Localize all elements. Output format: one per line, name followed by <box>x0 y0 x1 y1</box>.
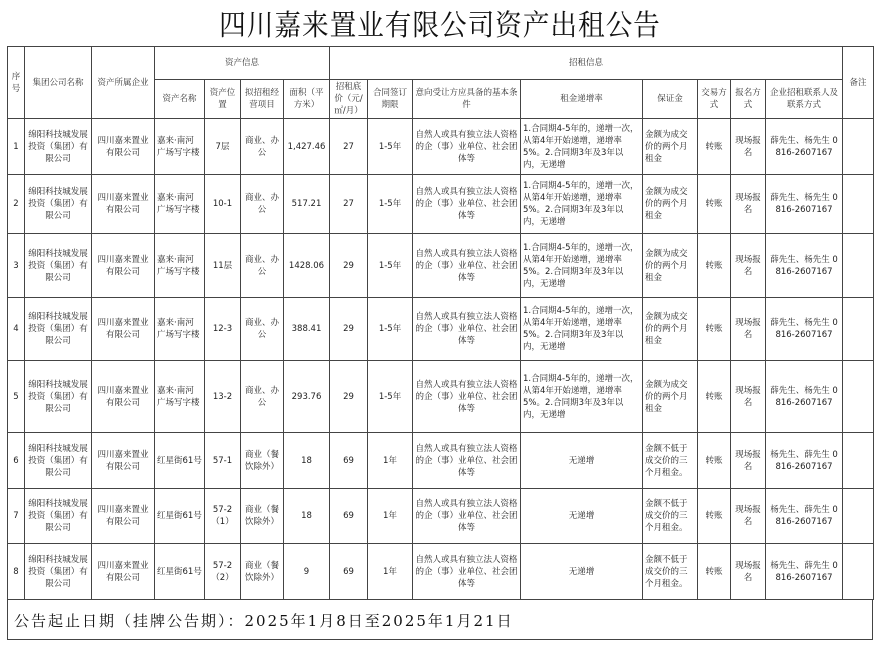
cell-asset-name: 嘉来·南河广场写字楼 <box>155 298 205 361</box>
header-rent-increase: 租金递增率 <box>521 80 643 119</box>
cell-asset-name: 嘉来·南河广场写字楼 <box>155 119 205 175</box>
cell-contract-term: 1-5年 <box>368 119 413 175</box>
header-conditions: 意向受让方应具备的基本条件 <box>413 80 521 119</box>
cell-asset-location: 57-2（2） <box>205 544 241 600</box>
cell-conditions: 自然人或具有独立法人资格的企（事）业单位、社会团体等 <box>413 234 521 298</box>
cell-remarks <box>843 544 874 600</box>
cell-base-price: 27 <box>330 175 368 234</box>
cell-transaction-method: 转账 <box>698 489 731 544</box>
cell-transaction-method: 转账 <box>698 361 731 433</box>
cell-conditions: 自然人或具有独立法人资格的企（事）业单位、社会团体等 <box>413 433 521 489</box>
cell-owner-company: 四川嘉来置业有限公司 <box>92 544 155 600</box>
cell-rent-increase: 无递增 <box>521 489 643 544</box>
cell-owner-company: 四川嘉来置业有限公司 <box>92 489 155 544</box>
cell-asset-name: 红星街61号 <box>155 489 205 544</box>
cell-rent-increase: 无递增 <box>521 544 643 600</box>
cell-group-company: 绵阳科技城发展投资（集团）有限公司 <box>25 489 92 544</box>
cell-area: 517.21 <box>284 175 330 234</box>
cell-seq: 6 <box>8 433 25 489</box>
cell-deposit: 金额为成交价的两个月租金 <box>643 234 698 298</box>
cell-business-items: 商业、办公 <box>241 234 284 298</box>
cell-deposit: 金额不低于成交价的三个月租金。 <box>643 433 698 489</box>
table-row <box>8 489 874 544</box>
cell-contact: 杨先生、薛先生 0816-2607167 <box>766 489 843 544</box>
header-contact: 企业招租联系人及联系方式 <box>766 80 843 119</box>
cell-remarks <box>843 433 874 489</box>
cell-business-items: 商业、办公 <box>241 119 284 175</box>
cell-owner-company: 四川嘉来置业有限公司 <box>92 234 155 298</box>
cell-business-items: 商业、办公 <box>241 361 284 433</box>
cell-registration-method: 现场报名 <box>731 175 766 234</box>
cell-asset-location: 57-1 <box>205 433 241 489</box>
cell-base-price: 27 <box>330 119 368 175</box>
cell-registration-method: 现场报名 <box>731 119 766 175</box>
cell-area: 1428.06 <box>284 234 330 298</box>
cell-remarks <box>843 175 874 234</box>
cell-owner-company: 四川嘉来置业有限公司 <box>92 175 155 234</box>
cell-base-price: 69 <box>330 489 368 544</box>
cell-group-company: 绵阳科技城发展投资（集团）有限公司 <box>25 433 92 489</box>
cell-group-company: 绵阳科技城发展投资（集团）有限公司 <box>25 175 92 234</box>
cell-seq: 3 <box>8 234 25 298</box>
cell-contact: 薛先生、杨先生 0816-2607167 <box>766 361 843 433</box>
cell-contact: 杨先生、薛先生 0816-2607167 <box>766 433 843 489</box>
table-row <box>8 361 874 433</box>
cell-transaction-method: 转账 <box>698 119 731 175</box>
cell-contact: 薛先生、杨先生 0816-2607167 <box>766 119 843 175</box>
cell-deposit: 金额不低于成交价的三个月租金。 <box>643 544 698 600</box>
cell-business-items: 商业、办公 <box>241 175 284 234</box>
table-row <box>8 433 874 489</box>
header-asset-info: 资产信息 <box>155 47 330 80</box>
cell-conditions: 自然人或具有独立法人资格的企（事）业单位、社会团体等 <box>413 298 521 361</box>
cell-business-items: 商业（餐饮除外） <box>241 544 284 600</box>
cell-deposit: 金额为成交价的两个月租金 <box>643 175 698 234</box>
cell-contact: 薛先生、杨先生 0816-2607167 <box>766 175 843 234</box>
cell-contract-term: 1-5年 <box>368 234 413 298</box>
cell-base-price: 29 <box>330 234 368 298</box>
cell-asset-name: 嘉来·南河广场写字楼 <box>155 175 205 234</box>
cell-deposit: 金额为成交价的两个月租金 <box>643 119 698 175</box>
cell-rent-increase: 1.合同期4-5年的，递增一次，从第4年开始递增，递增率5%。2.合同期3年及3年以内，无递增 <box>521 175 643 234</box>
cell-area: 1,427.46 <box>284 119 330 175</box>
table-row <box>8 119 874 175</box>
cell-owner-company: 四川嘉来置业有限公司 <box>92 119 155 175</box>
cell-deposit: 金额为成交价的两个月租金 <box>643 298 698 361</box>
cell-group-company: 绵阳科技城发展投资（集团）有限公司 <box>25 544 92 600</box>
cell-seq: 2 <box>8 175 25 234</box>
header-area: 面积（平方米） <box>284 80 330 119</box>
page-title: 四川嘉来置业有限公司资产出租公告 <box>219 8 661 42</box>
cell-rent-increase: 1.合同期4-5年的，递增一次，从第4年开始递增，递增率5%。2.合同期3年及3年以内，无递增 <box>521 361 643 433</box>
cell-owner-company: 四川嘉来置业有限公司 <box>92 298 155 361</box>
cell-remarks <box>843 489 874 544</box>
table-row <box>8 544 874 600</box>
lease-table <box>7 46 874 600</box>
cell-asset-name: 嘉来·南河广场写字楼 <box>155 234 205 298</box>
cell-contract-term: 1-5年 <box>368 298 413 361</box>
cell-seq: 4 <box>8 298 25 361</box>
cell-contract-term: 1-5年 <box>368 175 413 234</box>
cell-owner-company: 四川嘉来置业有限公司 <box>92 361 155 433</box>
cell-remarks <box>843 234 874 298</box>
cell-registration-method: 现场报名 <box>731 544 766 600</box>
cell-asset-location: 10-1 <box>205 175 241 234</box>
header-seq: 序号 <box>8 47 25 119</box>
cell-deposit: 金额为成交价的两个月租金 <box>643 361 698 433</box>
cell-contract-term: 1-5年 <box>368 361 413 433</box>
cell-base-price: 29 <box>330 361 368 433</box>
cell-group-company: 绵阳科技城发展投资（集团）有限公司 <box>25 361 92 433</box>
cell-contact: 薛先生、杨先生 0816-2607167 <box>766 234 843 298</box>
cell-group-company: 绵阳科技城发展投资（集团）有限公司 <box>25 234 92 298</box>
header-asset-location: 资产位置 <box>205 80 241 119</box>
cell-seq: 5 <box>8 361 25 433</box>
cell-conditions: 自然人或具有独立法人资格的企（事）业单位、社会团体等 <box>413 544 521 600</box>
cell-rent-increase: 1.合同期4-5年的，递增一次，从第4年开始递增，递增率5%。2.合同期3年及3年以内，无递增 <box>521 298 643 361</box>
cell-area: 293.76 <box>284 361 330 433</box>
cell-asset-location: 12-3 <box>205 298 241 361</box>
header-transaction-method: 交易方式 <box>698 80 731 119</box>
cell-seq: 7 <box>8 489 25 544</box>
cell-rent-increase: 1.合同期4-5年的，递增一次，从第4年开始递增，递增率5%。2.合同期3年及3年以内，无递增 <box>521 234 643 298</box>
announcement-period <box>7 599 873 640</box>
cell-area: 9 <box>284 544 330 600</box>
cell-group-company: 绵阳科技城发展投资（集团）有限公司 <box>25 298 92 361</box>
cell-base-price: 69 <box>330 433 368 489</box>
cell-registration-method: 现场报名 <box>731 234 766 298</box>
cell-transaction-method: 转账 <box>698 433 731 489</box>
cell-contract-term: 1年 <box>368 544 413 600</box>
header-owner-company: 资产所属企业 <box>92 47 155 119</box>
cell-remarks <box>843 298 874 361</box>
cell-group-company: 绵阳科技城发展投资（集团）有限公司 <box>25 119 92 175</box>
cell-rent-increase: 1.合同期4-5年的，递增一次，从第4年开始递增，递增率5%。2.合同期3年及3年以内，无递增 <box>521 119 643 175</box>
cell-business-items: 商业（餐饮除外） <box>241 489 284 544</box>
table-row <box>8 175 874 234</box>
cell-transaction-method: 转账 <box>698 234 731 298</box>
cell-area: 388.41 <box>284 298 330 361</box>
cell-transaction-method: 转账 <box>698 298 731 361</box>
cell-conditions: 自然人或具有独立法人资格的企（事）业单位、社会团体等 <box>413 361 521 433</box>
header-lease-info: 招租信息 <box>330 47 843 80</box>
cell-asset-location: 7层 <box>205 119 241 175</box>
cell-contract-term: 1年 <box>368 489 413 544</box>
cell-remarks <box>843 361 874 433</box>
cell-registration-method: 现场报名 <box>731 361 766 433</box>
cell-transaction-method: 转账 <box>698 175 731 234</box>
header-registration-method: 报名方式 <box>731 80 766 119</box>
cell-business-items: 商业（餐饮除外） <box>241 433 284 489</box>
cell-base-price: 29 <box>330 298 368 361</box>
cell-seq: 1 <box>8 119 25 175</box>
cell-seq: 8 <box>8 544 25 600</box>
table-row <box>8 234 874 298</box>
cell-asset-name: 红星街61号 <box>155 544 205 600</box>
cell-registration-method: 现场报名 <box>731 433 766 489</box>
cell-asset-name: 红星街61号 <box>155 433 205 489</box>
cell-contact: 薛先生、杨先生 0816-2607167 <box>766 298 843 361</box>
cell-owner-company: 四川嘉来置业有限公司 <box>92 433 155 489</box>
cell-area: 18 <box>284 433 330 489</box>
cell-base-price: 69 <box>330 544 368 600</box>
cell-rent-increase: 无递增 <box>521 433 643 489</box>
cell-transaction-method: 转账 <box>698 544 731 600</box>
cell-conditions: 自然人或具有独立法人资格的企（事）业单位、社会团体等 <box>413 119 521 175</box>
announcement-period-text: 公告起止日期（挂牌公告期）：2025年1月8日至2025年1月21日 <box>14 612 514 630</box>
header-business-items: 拟招租经营项目 <box>241 80 284 119</box>
cell-remarks <box>843 119 874 175</box>
cell-contract-term: 1年 <box>368 433 413 489</box>
cell-registration-method: 现场报名 <box>731 489 766 544</box>
header-contract-term: 合同签订期限 <box>368 80 413 119</box>
cell-registration-method: 现场报名 <box>731 298 766 361</box>
table-row <box>8 298 874 361</box>
cell-asset-location: 13-2 <box>205 361 241 433</box>
cell-asset-name: 嘉来·南河广场写字楼 <box>155 361 205 433</box>
header-base-price: 招租底价（元/㎡/月） <box>330 80 368 119</box>
cell-contact: 杨先生、薛先生 0816-2607167 <box>766 544 843 600</box>
cell-asset-location: 11层 <box>205 234 241 298</box>
cell-conditions: 自然人或具有独立法人资格的企（事）业单位、社会团体等 <box>413 489 521 544</box>
cell-deposit: 金额不低于成交价的三个月租金。 <box>643 489 698 544</box>
cell-asset-location: 57-2（1） <box>205 489 241 544</box>
header-group-company: 集团公司名称 <box>25 47 92 119</box>
cell-area: 18 <box>284 489 330 544</box>
header-asset-name: 资产名称 <box>155 80 205 119</box>
cell-business-items: 商业、办公 <box>241 298 284 361</box>
cell-conditions: 自然人或具有独立法人资格的企（事）业单位、社会团体等 <box>413 175 521 234</box>
header-remarks: 备注 <box>843 47 874 119</box>
header-deposit: 保证金 <box>643 80 698 119</box>
